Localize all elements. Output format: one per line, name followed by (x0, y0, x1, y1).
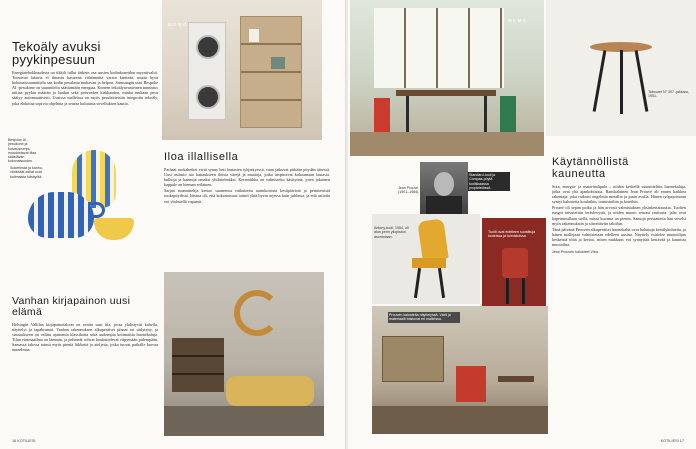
article-paragraph: Tänä päivänä Prouvén alkuperäiset huonekalut ovat haluttuja keräilykohteita, ja hänen mallejaan valmistetaan edelleen uusina. Näyttely esittelee muotoilijan keskeisiä töitä ja kertoo, miten niukkuus voi synnyttää kestävää ja kaunista muotoilua. (552, 226, 686, 248)
interior-photo (372, 306, 548, 434)
page-folio: KOTILIESI 17 (660, 439, 684, 443)
yellow-sofa (226, 376, 314, 406)
article-paragraph: Prouvé oli sepän poika ja hän arvosti valmistuksen yksinkertaisuutta. Tuolien rungot taivutettiin teräslevystä, ja niiden muoto seurasi rasitusta: jalat ovat kapeimmillaan siellä, missä kuorma on pienin. Samoja periaatteita hän sovelsi myös rakennuksiin ja siirrettäviin taloihin. (552, 205, 686, 226)
washer-photo (162, 0, 322, 140)
article-body (552, 184, 686, 247)
floor (350, 132, 544, 156)
caption-tuoli2: Tuolit ovat edelleen suosittuja kodeissa ja toimistoissa. (488, 230, 536, 239)
shelf-unit (240, 16, 302, 128)
caption-kalusteet: Prouvén kalusteita näyttelyssä. Värit ja materiaalit toistuvat eri malleissa. (388, 312, 460, 323)
right-page (348, 0, 696, 449)
floor (164, 406, 324, 436)
article-title: Vanhan kirjapainon uusi elämä (12, 296, 131, 318)
bookshelf (172, 338, 224, 392)
article-iloa (164, 152, 330, 252)
article-body: Energiatehokkuudesta on tikkilt tullut tärkein osa uusien kodinkoneiden myyntivaltti. Toimivaa lakuria ei ilmastu kasteena välttämättä varsin kiinteää, mutta hyvä kokonaissuunnittelu saa kodin pesulasta mukavan ja helpon. Samsungin uusi Bespoke AI -pesukone on suunniteltu säästämään energiaa. Koneen tekoälyavusteinen tunnistus mittaa pyykin määrän ja laadun sekä pesuveden kirkkauden, minkä mukaan pesu säätyy automaattisesti. Uusissa malleissa on myös pesulaitteisiin integroitu tekoäly, joka ehdottaa sopivia ohjelmia ja seuraa kulutusta sovelluksen kautta. (12, 70, 158, 106)
washer-stack (188, 22, 226, 120)
table-top (396, 90, 496, 96)
left-page (0, 0, 346, 449)
article-kaytannollista (552, 156, 686, 428)
chair-seat (412, 258, 446, 268)
article-tekoaly (12, 40, 158, 132)
caption-muotokuva: Jean Prouvé (1901–1984). (398, 186, 420, 195)
washer-door (196, 85, 220, 109)
article-kirjapaino (12, 296, 158, 432)
portrait-face (434, 172, 454, 196)
red-chair (502, 248, 528, 278)
page-folio: 16 KOTILIESI (12, 439, 36, 443)
article-paragraph: Parhaat ruokahetket eivät synny heti lautasten tyhjentyessä, vaan jatkuvat pitkään pöydän ääressä. Uusi astiasto tuo kattaukseen iloisia värejä ja muotoja, jotka inspiroivat kokoamaan lautasia, kulhoja ja kannuja omaksi yhdistelmäksi. Keramiikka on valmistettu käsityönä, joten jokainen kappale on hieman erilainen. (164, 167, 330, 188)
chair-back (417, 218, 448, 261)
article-title: Iloa illallisella (164, 152, 239, 163)
caption-astiasto: Sokerimaa ja kannu, värikkäät astiat ovat kotimaista käsityötä. (10, 166, 43, 179)
jug-handle (88, 202, 105, 218)
room-photo (350, 0, 544, 156)
cabinet (382, 336, 444, 382)
chair-green (500, 96, 516, 132)
article-body: Helsingin Vallilan kirjapainotaloon on avattu uusi tila, jossa yhdistyvät kahvila, näyttelyt ja tapahtumat. Vanhan rakennuksen alkuperäiset pinnat on säilytetty, ja sisustukseen on valittu ajattomia klassikoita sekä uudempia kotimaisia huonekaluja. Tilan värimaailma on lämmin, ja pehmeät sohvat houkuttelevat viipymään pidempään. Samassa talossa toimii myös pieniä liikkeitä ja ateljeita, jotka tuovat paikalle luovaa tunnelmaa. (12, 322, 158, 353)
article-paragraph: Sota, energia- ja materiaalipula – niiden keskellä suunniteltiin huonekaluja, jotka ovat yhä ajankohtaisia. Ranskalainen Jean Prouvé oli ennen kaikkea rakentaja, joka ratkaisi ongelmia metallin ja puun avulla. Hänen työpajoissaan syntyi kalusteita kouluihin, toimistoihin ja koteihin. (552, 184, 686, 205)
caption-lahde: Jean Prouvén kalusteet Vitra. (552, 250, 599, 255)
jug-blue (28, 192, 94, 238)
article-paragraph: Sarjan suunnittelija kertoo saaneensa vaikutteita aurinkoisista kesäpäivistä ja perinteisistä ruokapöydistä. Ideana oli, että kokonaisuus toimii yhtä hyvin arjessa kuin juhlassa, ja että astioita voi yhdistellä vapaasti. (164, 188, 330, 204)
lounge-photo (164, 272, 324, 436)
article-body (164, 167, 330, 204)
caption-huone: Standard-tuoli ja Compas-pöytä kodikkaassa ympäristössä. (468, 172, 510, 191)
armchair (456, 366, 486, 402)
memo-label: MEMO (508, 18, 528, 23)
caption-antony: Antony-tuoli, 1954, oli alun perin yliopiston asuntolaan. (374, 226, 409, 239)
dryer-door (196, 35, 220, 59)
portrait-photo (420, 162, 468, 218)
bowl-yellow (94, 218, 134, 240)
low-table (498, 376, 534, 382)
floor (372, 406, 548, 434)
chair-red (374, 98, 390, 132)
window-wall (374, 8, 504, 88)
article-title: Käytännöllistä kauneutta (552, 156, 629, 180)
memo-label: MEMO (168, 22, 188, 27)
stool-photo (546, 0, 696, 136)
wall-sculpture (234, 290, 280, 336)
caption-tekoaly: Bespoke AI -pesukone ja kuivausrumpu muodostavat tilaa säästävän kokonaisuuden. (8, 138, 37, 164)
caption-jakkara: Tabouret N° 307 -jakkara, 1951. (648, 90, 689, 99)
ceramics-photo (14, 140, 160, 264)
article-title: Tekoäly avuksi pyykinpesuun (12, 40, 101, 67)
